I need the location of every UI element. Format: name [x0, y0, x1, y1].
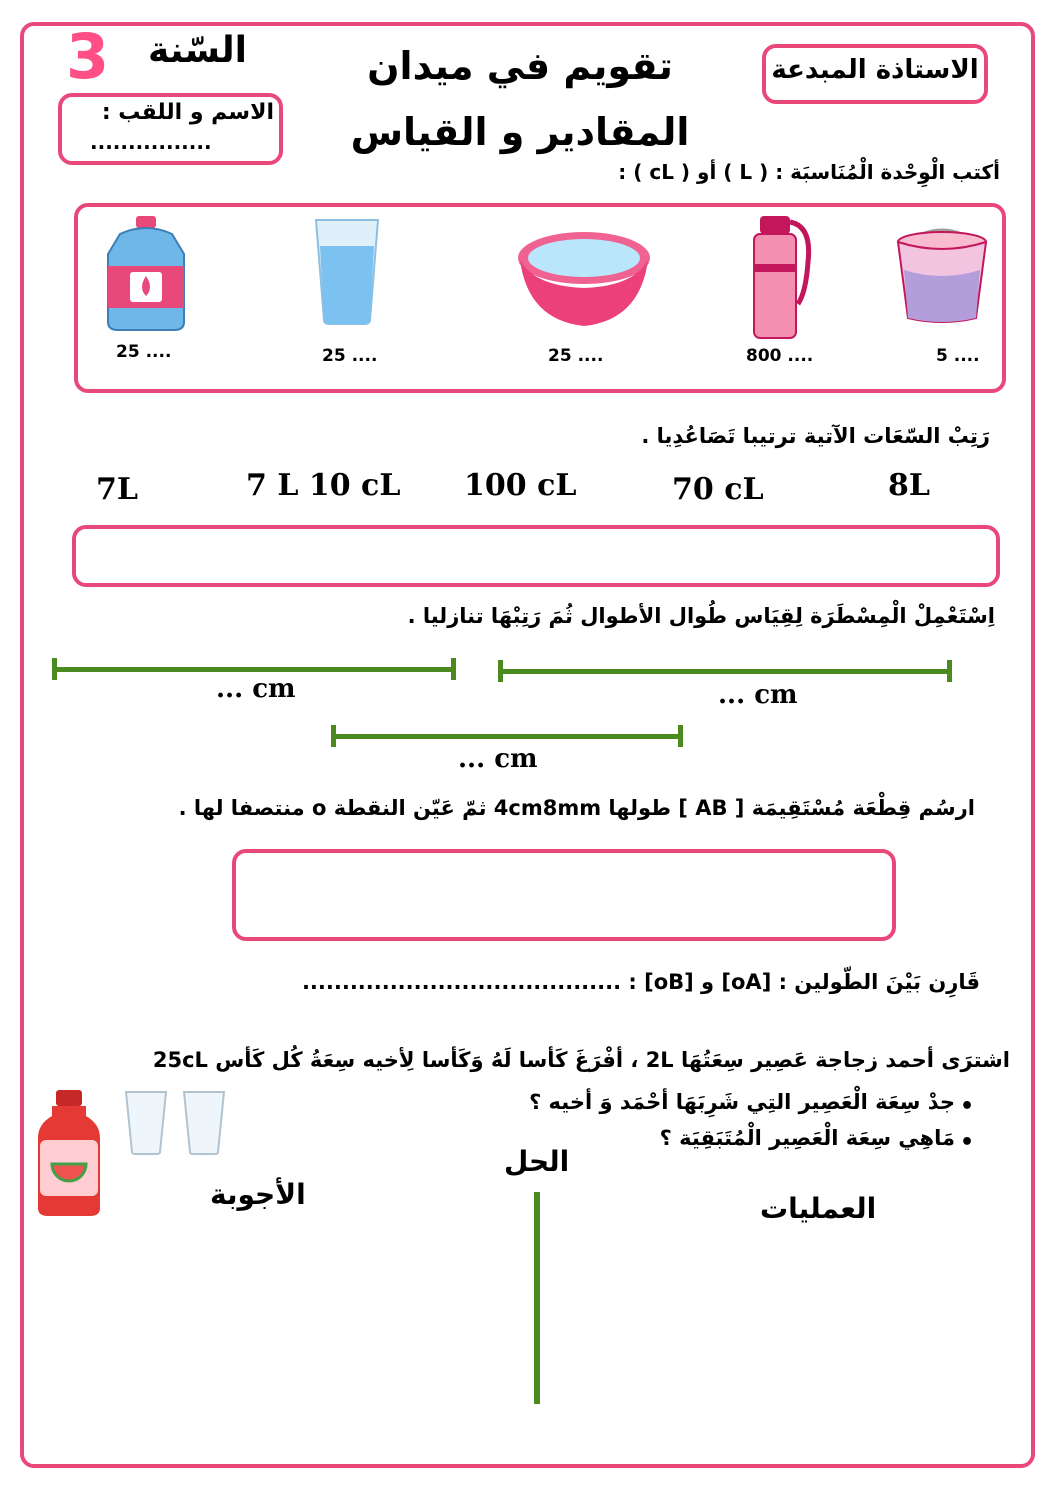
ex4-instruction: ارسُم قِطْعَة مُسْتَقِيمَة [ AB ] طولها 4cm8mm ثمّ عَيّن النقطة o منتصفا لها . [178, 796, 975, 820]
operations-heading: العمليات [760, 1192, 877, 1225]
segment-line [331, 734, 681, 739]
teacher-name: الاستاذة المبدعة [771, 55, 979, 85]
juice-bottle-icon [34, 1088, 104, 1218]
bullet: • [960, 1130, 975, 1155]
bottle-icon [746, 212, 816, 340]
bullet: • [960, 1094, 975, 1119]
basin-icon [514, 228, 654, 330]
ex5-question-1: جدْ سِعَة الْعَصِير التِي شَرِبَهَا أحْمَد وَ أخيه ؟ [529, 1090, 955, 1114]
ex5-problem: اشترَى أحمد زجاجة عَصِير سِعَتُهَا 2L ، أفْرَغَ كَأسا لَهُ وَكَأسا لِأخيه سِعَةُ كُل كَأس 25cL [152, 1048, 1010, 1072]
column-divider [534, 1192, 540, 1404]
segment-endpoint [451, 658, 456, 680]
grade-label: السّنة [148, 30, 248, 71]
page-title-line1: تقويم في ميدان [367, 44, 673, 88]
item-label: 25 .... [548, 346, 604, 366]
segment-label: ... cm [458, 744, 538, 774]
bucket-icon [894, 226, 990, 324]
ex3-instruction: اِسْتَعْمِلْ الْمِسْطَرَة لِقِيَاس طُوال الأطوال ثُمَ رَتِبْهَا تنازليا . [407, 604, 995, 628]
water-jug-icon [100, 214, 192, 332]
answers-heading: الأجوبة [210, 1178, 306, 1211]
capacity-value: 100 cL [464, 468, 577, 503]
name-label: الاسم و اللقب : [101, 100, 274, 125]
segment-label: ... cm [718, 680, 798, 710]
segment-line [52, 667, 454, 672]
capacity-value: 7 L 10 cL [246, 468, 401, 503]
cup-icon [124, 1090, 168, 1156]
page-title-line2: المقادير و القياس [350, 110, 690, 154]
item-label: 25 .... [322, 346, 378, 366]
ex4-drawing-box[interactable] [232, 849, 896, 941]
grade-number: 3 [66, 20, 110, 93]
capacity-value: 7L [96, 472, 138, 507]
capacity-value: 8L [888, 468, 930, 503]
name-dots: ................ [90, 130, 212, 154]
segment-line [498, 669, 950, 674]
ex2-instruction: رَتِبْ السّعَات الآتية ترتيبا تَصَاعُدِيا . [641, 424, 990, 448]
cup-icon [182, 1090, 226, 1156]
ex5-question-2: مَاهِي سِعَة الْعَصِير الْمُتَبَقِيَة ؟ [659, 1126, 955, 1150]
segment-endpoint [947, 660, 952, 682]
item-label: 5 .... [936, 346, 980, 366]
item-label: 800 .... [746, 346, 814, 366]
segment-endpoint [678, 725, 683, 747]
glass-icon [312, 216, 382, 326]
capacity-value: 70 cL [672, 472, 764, 507]
solution-heading: الحل [504, 1145, 570, 1178]
ex2-answer-box[interactable] [72, 525, 1000, 587]
ex1-instruction: أكتب الْوِحْدة الْمُنَاسبَة : ( L ) أو ( cL ) : [618, 160, 1000, 184]
segment-label: ... cm [216, 674, 296, 704]
item-label: 25 .... [116, 342, 172, 362]
ex4-compare: قَارِن بَيْنَ الطّولين : [oA] و [oB] : ........................................ [301, 970, 980, 994]
